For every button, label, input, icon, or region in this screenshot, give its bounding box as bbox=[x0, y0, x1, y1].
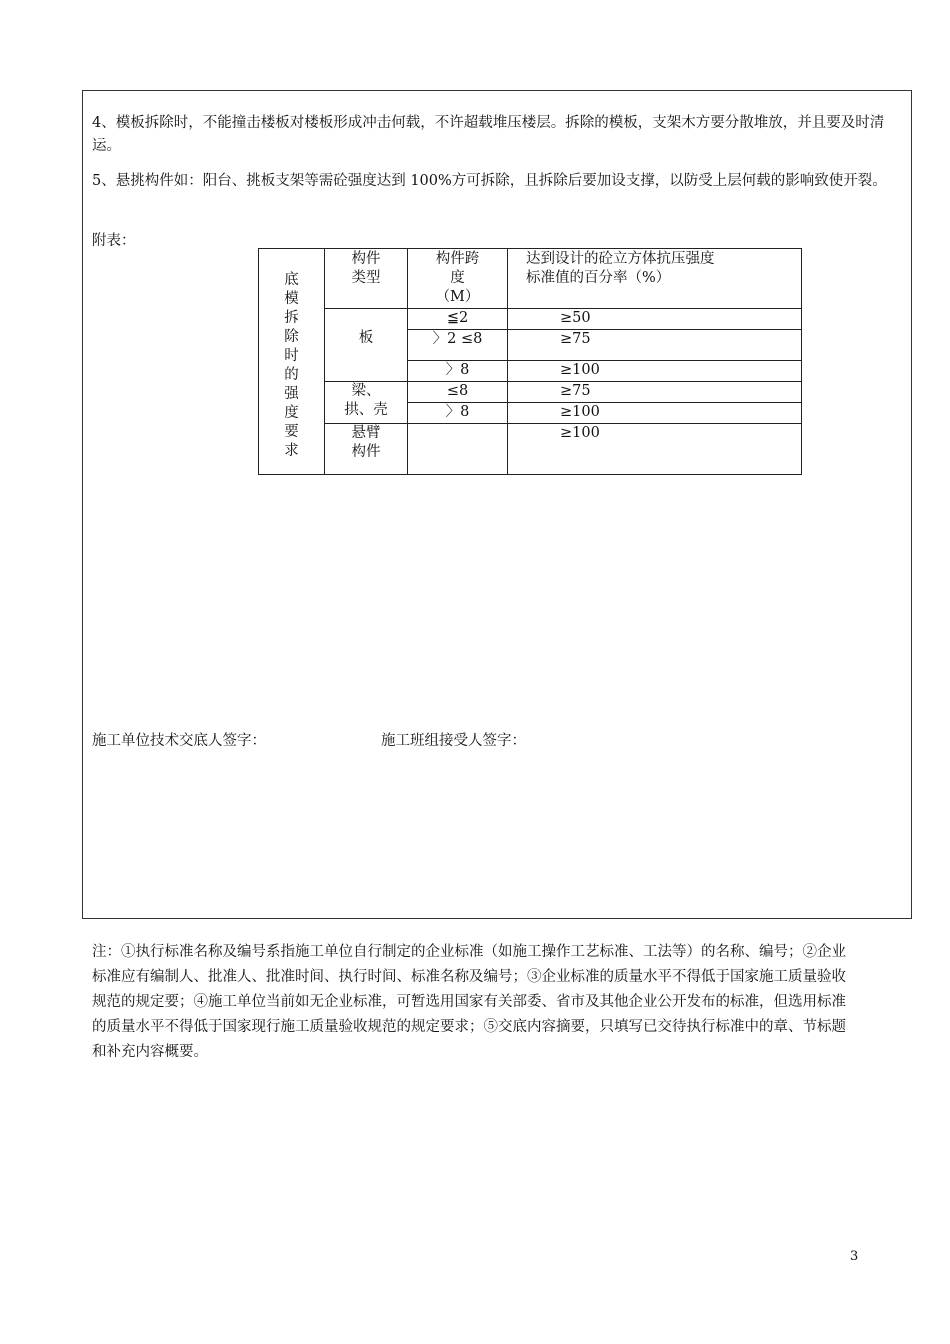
footnote: 注：①执行标准名称及编号系指施工单位自行制定的企业标准（如施工操作工艺标准、工法等）的名称、编号；②企业标准应有编制人、批准人、批准时间、执行时间、标准名称及编号；③企业标准的质量水平不得低于国家施工质量验收规范的规定要；④施工单位当前如无企业标准，可暂选用国家有关部委、省市及其他企业公开发布的标准，但选用标准的质量水平不得低于国家现行施工质量验收规范的规定要求；⑤交底内容摘要，只填写已交待执行标准中的章、节标题和补充内容概要。 bbox=[92, 944, 846, 1060]
signature-tech-label: 施工单位技术交底人签字： bbox=[92, 733, 266, 749]
strength-requirement-table bbox=[258, 248, 802, 475]
header-span: 构件跨度（M） bbox=[435, 251, 480, 305]
header-type: 构件类型 bbox=[351, 251, 381, 286]
header-percent: 达到设计的砼立方体抗压强度标准值的百分率（%） bbox=[526, 251, 715, 286]
signature-team-label: 施工班组接受人签字： bbox=[381, 733, 526, 749]
table-row bbox=[259, 382, 802, 403]
section-5-text: 5、悬挑构件如：阳台、挑板支架等需砼强度达到 100%方可拆除，且拆除后要加设支撑，以防受上层何载的影响致使开裂。 bbox=[92, 173, 887, 189]
appendix-label: 附表： bbox=[92, 233, 136, 249]
table-row bbox=[259, 424, 802, 475]
percent-cell: ≥100 bbox=[508, 403, 802, 424]
header-type-cell bbox=[325, 249, 408, 309]
percent-cell: ≥100 bbox=[508, 361, 802, 382]
span-cell: 〉8 bbox=[408, 361, 508, 382]
cantilever-label-cell bbox=[325, 424, 408, 475]
header-span-cell bbox=[408, 249, 508, 309]
section-4-text: 4、模板拆除时，不能撞击楼板对楼板形成冲击何载，不许超载堆压楼层。拆除的模板，支架木方要分散堆放，并且要及时清运。 bbox=[92, 115, 885, 154]
table-row bbox=[259, 309, 802, 330]
content-frame bbox=[82, 90, 912, 919]
beam-label: 梁、拱、壳 bbox=[344, 383, 388, 418]
span-cell: ≤8 bbox=[408, 382, 508, 403]
cantilever-label: 悬臂构件 bbox=[351, 425, 381, 460]
percent-cell: ≥75 bbox=[508, 382, 802, 403]
beam-label-cell bbox=[325, 382, 408, 424]
percent-cell: ≥75 bbox=[508, 330, 802, 361]
span-cell bbox=[408, 424, 508, 475]
header-percent-cell bbox=[508, 249, 802, 309]
board-label: 板 bbox=[325, 309, 408, 382]
row-group-label-cell bbox=[259, 249, 325, 475]
percent-cell: ≥100 bbox=[508, 424, 802, 475]
row-group-label: 底模拆除时的强度要求 bbox=[284, 271, 299, 459]
page-number: 3 bbox=[850, 1249, 859, 1264]
table-header-row bbox=[259, 249, 802, 309]
span-cell: 〉8 bbox=[408, 403, 508, 424]
span-cell: ≦2 bbox=[408, 309, 508, 330]
percent-cell: ≥50 bbox=[508, 309, 802, 330]
span-cell: 〉2 ≤8 bbox=[408, 330, 508, 361]
